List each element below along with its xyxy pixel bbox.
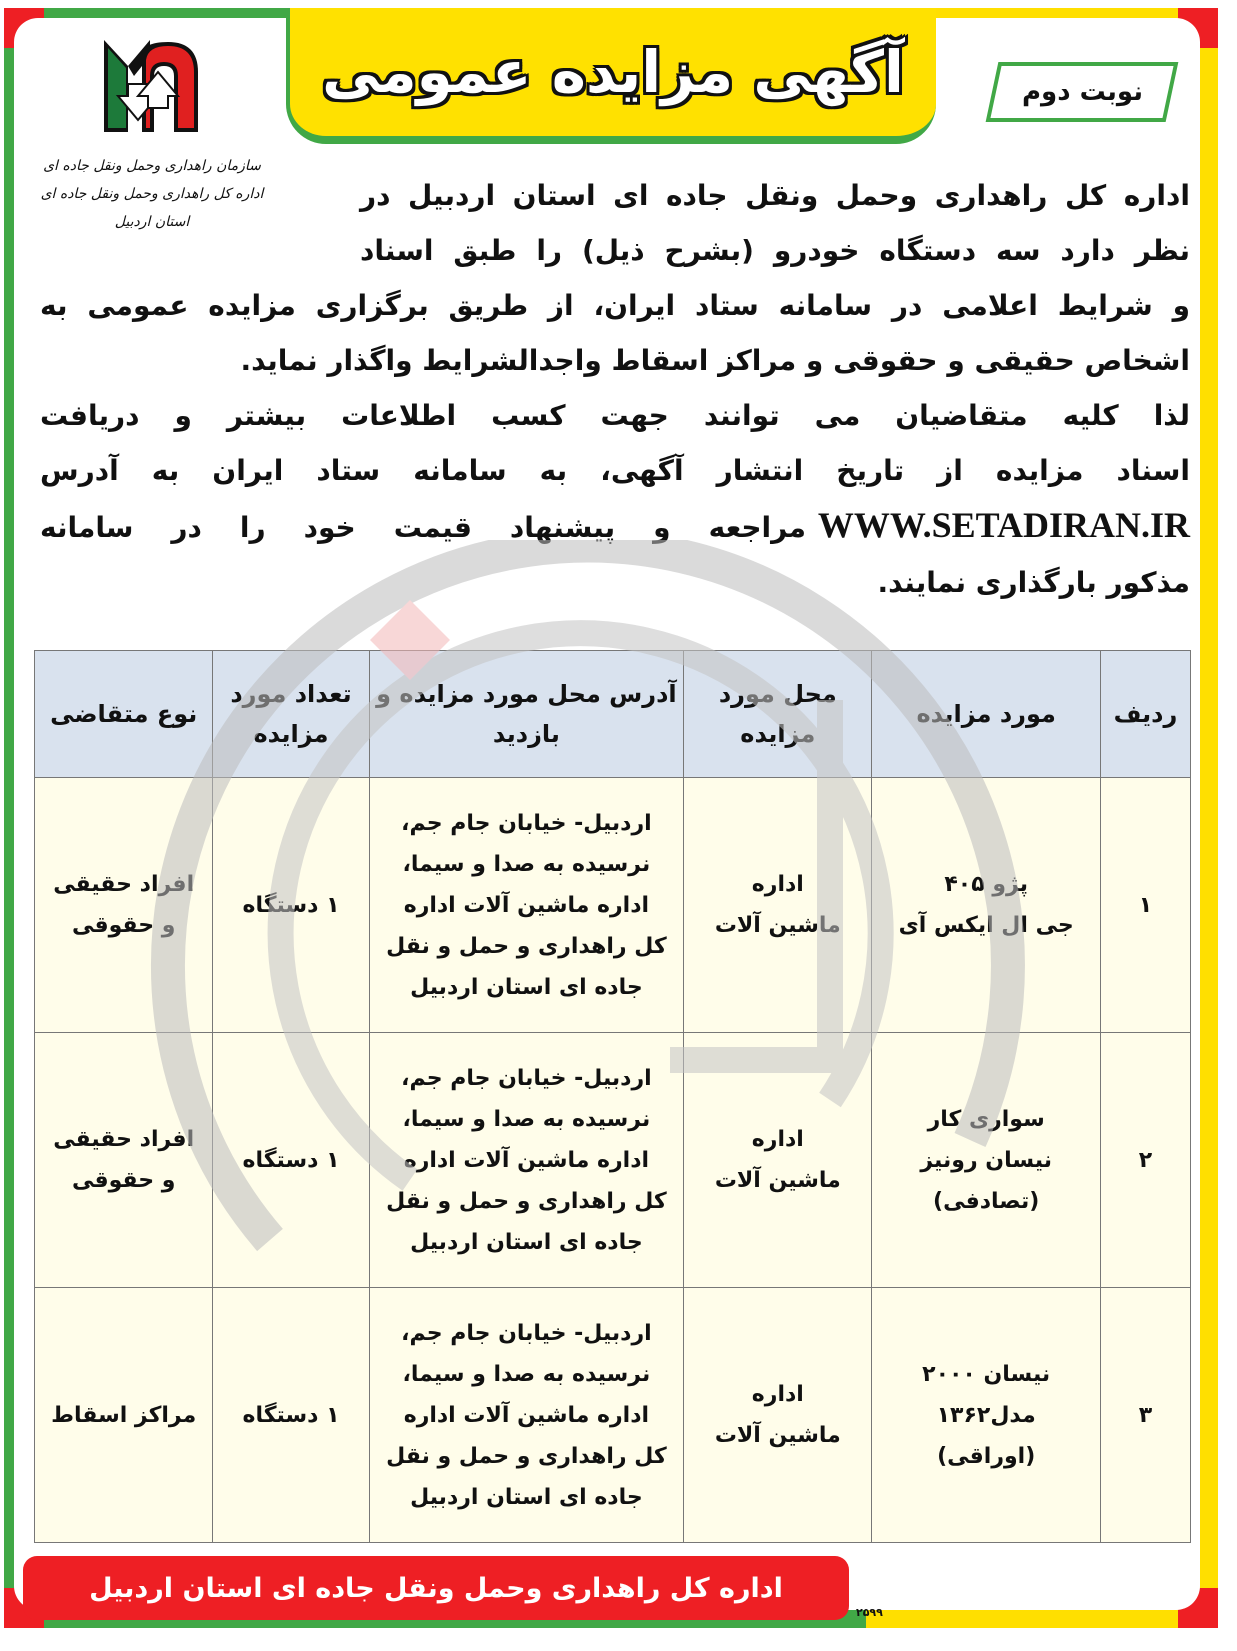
cell-quantity: ۱ دستگاه: [213, 1033, 369, 1288]
body-line: مذکور بارگذاری نمایند.: [877, 566, 1190, 599]
body-line: مراجعه و پیشنهاد قیمت خود را در سامانه: [40, 511, 806, 544]
cell-address: اردبیل- خیابان جام جم، نرسیده به صدا و سیما، اداره ماشین آلات اداره کل راهداری و حمل و نقل جاده ای استان اردبیل: [369, 1288, 684, 1543]
round-badge: [986, 62, 1179, 122]
table-header-row: [35, 651, 1191, 778]
cell-row-number: ۳: [1100, 1288, 1190, 1543]
cell-item: سواری کار نیسان رونیز (تصادفی): [872, 1033, 1100, 1288]
logo-caption-line: اداره کل راهداری وحمل ونقل جاده ای استان اردبیل: [40, 186, 264, 230]
cell-row-number: ۱: [1100, 778, 1190, 1033]
cell-address: اردبیل- خیابان جام جم، نرسیده به صدا و سیما، اداره ماشین آلات اداره کل راهداری و حمل و نقل جاده ای استان اردبیل: [369, 778, 684, 1033]
footer-organization-bar: [23, 1556, 849, 1620]
logo-caption-line: سازمان راهداری وحمل ونقل جاده ای: [43, 158, 261, 174]
setadiran-link[interactable]: WWW.SETADIRAN.IR: [817, 505, 1190, 545]
cell-item: نیسان ۲۰۰۰ مدل۱۳۶۲ (اوراقی): [872, 1288, 1100, 1543]
footer-organization-name: اداره کل راهداری وحمل ونقل جاده ای استان اردبیل: [89, 1572, 783, 1604]
body-line-with-url: [40, 498, 1190, 555]
auction-table: [34, 650, 1191, 1543]
cell-item: پژو ۴۰۵ جی ال ایکس آی: [872, 778, 1100, 1033]
col-header-applicant-type: نوع متقاضی: [35, 651, 213, 778]
col-header-location: محل مورد مزایده: [684, 651, 872, 778]
cell-location: اداره ماشین آلات: [684, 1288, 872, 1543]
body-line: لذا کلیه متقاضیان می توانند جهت کسب اطلاعات بیشتر و دریافت: [40, 399, 1190, 432]
cell-applicant-type: مراکز اسقاط: [35, 1288, 213, 1543]
body-line: اداره کل راهداری وحمل ونقل جاده ای استان اردبیل در: [360, 179, 1190, 212]
cell-location: اداره ماشین آلات: [684, 1033, 872, 1288]
round-badge-label: نوبت دوم: [1021, 77, 1143, 107]
body-line: نظر دارد سه دستگاه خودرو (بشرح ذیل) را طبق اسناد: [360, 234, 1190, 267]
cell-quantity: ۱ دستگاه: [213, 1288, 369, 1543]
col-header-quantity: تعداد مورد مزایده: [213, 651, 369, 778]
cell-location: اداره ماشین آلات: [684, 778, 872, 1033]
cell-address: اردبیل- خیابان جام جم، نرسیده به صدا و سیما، اداره ماشین آلات اداره کل راهداری و حمل و نقل جاده ای استان اردبیل: [369, 1033, 684, 1288]
title-banner: [286, 8, 936, 144]
announcement-body: [40, 168, 1190, 610]
cell-applicant-type: افراد حقیقی و حقوقی: [35, 1033, 213, 1288]
table-row: [35, 1033, 1191, 1288]
table-row: [35, 1288, 1191, 1543]
col-header-item: مورد مزایده: [872, 651, 1100, 778]
col-header-row-number: ردیف: [1100, 651, 1190, 778]
ad-code: ۲۵۹۹: [856, 1606, 883, 1619]
cell-row-number: ۲: [1100, 1033, 1190, 1288]
table-row: [35, 778, 1191, 1033]
page-title: آگهی مزایده عمومی: [322, 38, 904, 106]
organization-logo-icon: [98, 36, 202, 142]
body-line: اسناد مزایده از تاریخ انتشار آگهی، به سامانه ستاد ایران به آدرس: [40, 454, 1190, 487]
col-header-address: آدرس محل مورد مزایده و بازدید: [369, 651, 684, 778]
body-line: اشخاص حقیقی و حقوقی و مراکز اسقاط واجدالشرایط واگذار نماید.: [240, 344, 1190, 377]
cell-quantity: ۱ دستگاه: [213, 778, 369, 1033]
body-line: و شرایط اعلامی در سامانه ستاد ایران، از طریق برگزاری مزایده عمومی به: [40, 289, 1190, 322]
cell-applicant-type: افراد حقیقی و حقوقی: [35, 778, 213, 1033]
